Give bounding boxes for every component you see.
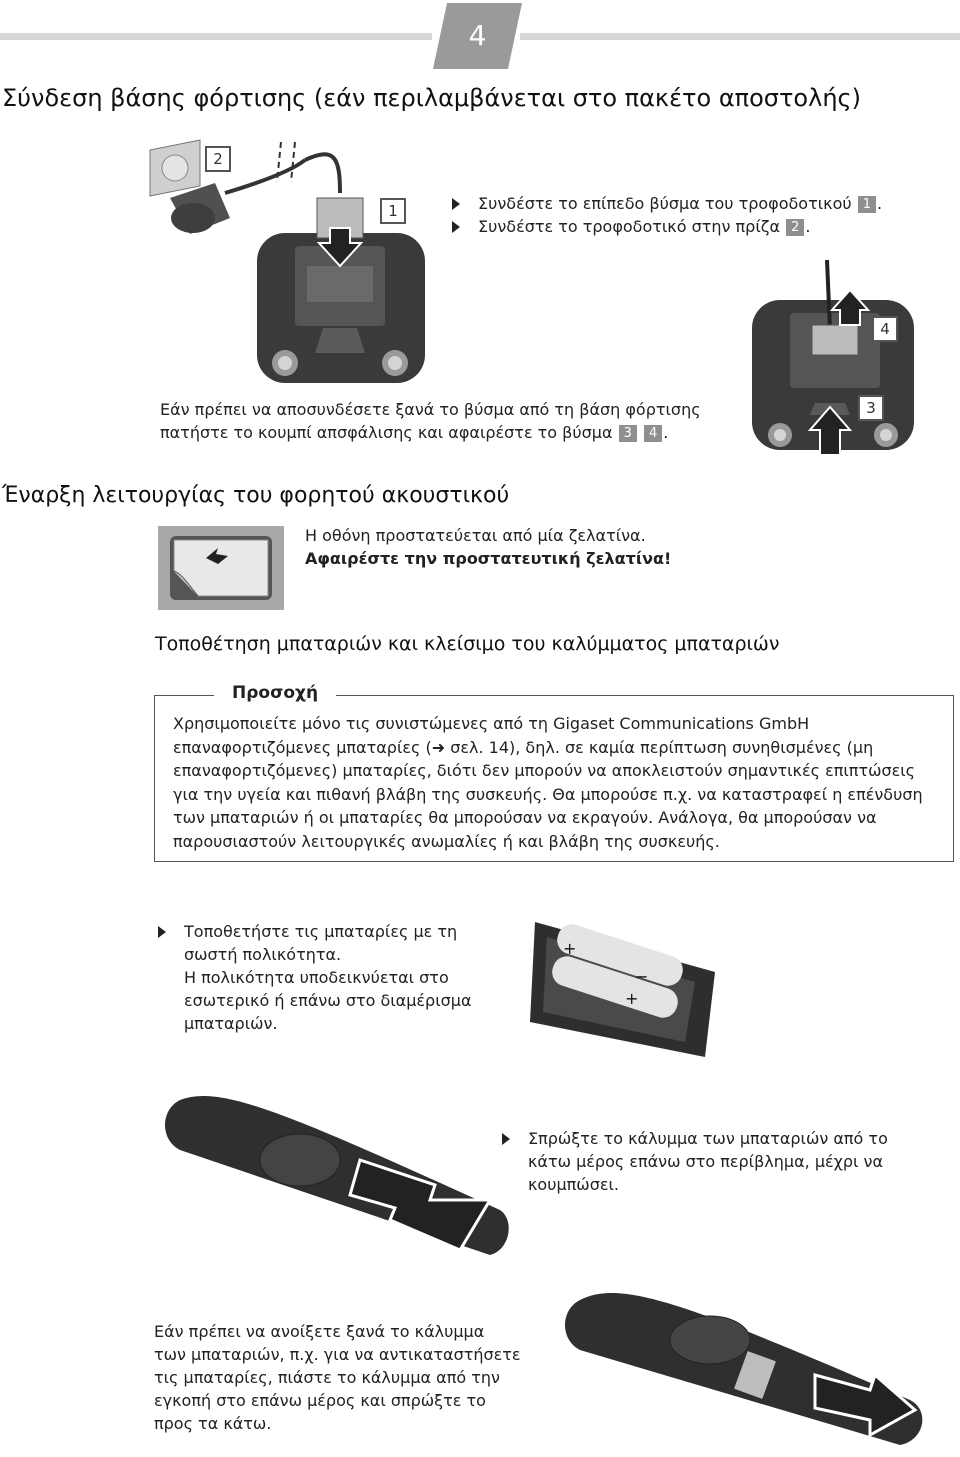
warning-title: Προσοχή (214, 683, 336, 703)
insert-batteries-step: Τοποθετήστε τις μπαταρίες με τη σωστή πολικότητα. Η πολικότητα υποδεικνύεται στο εσωτερικό ή επάνω στο διαμέρισμα μπαταριών. (158, 920, 508, 1035)
page-number: 4 (468, 19, 487, 52)
plug-release-figure (750, 255, 918, 455)
cover-close-figure (160, 1090, 520, 1270)
cover-open-figure (560, 1280, 940, 1450)
key-badge: 1 (858, 196, 876, 213)
key-badge: 2 (786, 219, 804, 236)
bullet-arrow-icon (502, 1133, 510, 1145)
film-note: Η οθόνη προστατεύεται από μία ζελατίνα. Αφαιρέστε την προστατευτική ζελατίνα! (305, 526, 672, 568)
plus-mark: + (563, 939, 577, 958)
header-rule-right (520, 33, 960, 40)
plus-mark: + (625, 989, 639, 1008)
section-title-charging-base: Σύνδεση βάσης φόρτισης (εάν περιλαμβάνεται στο πακέτο αποστολής) (2, 84, 861, 112)
open-cover-note: Εάν πρέπει να ανοίξετε ξανά το κάλυμμα των μπαταριών, π.χ. για να αντικαταστήσετε τις μπαταρίες, πιάστε το κάλυμμα από την εγκοπή στο επάνω μέρος και σπρώξτε το προς τα κάτω. (154, 1322, 521, 1433)
header-rule-left (0, 33, 432, 40)
minus-mark: − (635, 967, 649, 986)
page-number-tab (433, 3, 522, 69)
section-title-handset-start: Έναρξη λειτουργίας του φορητού ακουστικού (2, 483, 510, 508)
push-cover-step: Σπρώξτε το κάλυμμα των μπαταριών από το κάτω μέρος επάνω στο περίβλημα, μέχρι να κουμπώσει. (502, 1127, 922, 1196)
bullet-arrow-icon (452, 198, 460, 210)
charging-base-figure (145, 138, 435, 388)
figure-label-base: 1 (380, 198, 406, 224)
section-title-batteries: Τοποθέτηση μπαταριών και κλείσιμο του καλύμματος μπαταριών (155, 633, 780, 655)
bullet-arrow-icon (452, 221, 460, 233)
warning-text: Χρησιμοποιείτε μόνο τις συνιστώμενες από τη Gigaset Communications GmbH επαναφορτιζόμενες μπαταρίες (➜ σελ. 14), δηλ. σε καμία περίπτωση συνηθισμένες (μη επαναφορτιζόμενες) μπαταρίες, διότι δεν μπορούν να αποκλειστούν σημαντικές επιπτώσεις για την υγεία και πιθανή βλάβη της συσκευής. Θα μπορούσε π.χ. να καταστραφεί η επένδυση των μπαταριών ή οι μπαταρίες θα μπορούσαν να εκραγούν. Ανάλογα, θα μπορούσαν να παρουσιαστούν λειτουργικές ανωμαλίες ή και βλάβη της συσκευής. (173, 714, 923, 851)
bullet-arrow-icon (158, 926, 166, 938)
key-badge: 4 (644, 425, 662, 442)
disconnect-note: Εάν πρέπει να αποσυνδέσετε ξανά το βύσμα από τη βάση φόρτισης πατήστε το κουμπί απσφάλισης και αφαιρέστε το βύσμα 3 4 . (160, 400, 701, 442)
key-badge: 3 (619, 425, 637, 442)
connect-steps (452, 192, 932, 238)
screen-film-figure (158, 526, 284, 610)
figure-label-plug-up: 4 (872, 316, 898, 342)
step-connect-socket: Συνδέστε το τροφοδοτικό στην πρίζα 2 . (452, 215, 932, 238)
figure-label-plug: 2 (205, 146, 231, 172)
step-connect-plug: Συνδέστε το επίπεδο βύσμα του τροφοδοτικού 1 . (452, 192, 932, 215)
figure-label-release-button: 3 (858, 395, 884, 421)
battery-compartment-figure (525, 912, 720, 1062)
